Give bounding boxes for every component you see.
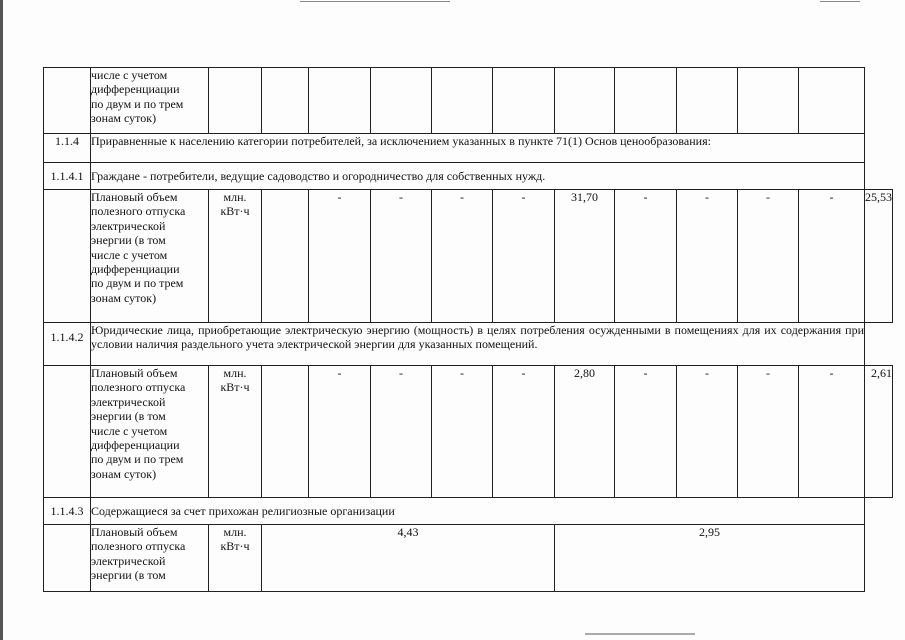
value-cell: - bbox=[309, 366, 371, 498]
scan-artifact bbox=[300, 1, 450, 2]
section-title: Юридические лица, приобретающие электрическую энергию (мощность) в целях потребления осужденными в помещениях для их содержания при условии наличия раздельного учета электрической энергии для указанных помещений. bbox=[91, 323, 865, 366]
desc-line: полезного отпуска bbox=[91, 539, 186, 554]
value-cell bbox=[555, 68, 615, 134]
desc-line: энергии (в том bbox=[91, 568, 166, 583]
value-cell: - bbox=[493, 190, 555, 323]
desc-line: электрической bbox=[91, 553, 166, 568]
unit-line: млн. bbox=[223, 366, 247, 380]
scan-artifact bbox=[585, 633, 695, 635]
section-row-1-1-4-1 bbox=[44, 163, 893, 190]
data-row-3 bbox=[44, 525, 893, 592]
value-cell bbox=[309, 68, 371, 134]
value-cell: - bbox=[799, 366, 865, 498]
section-row-1-1-4 bbox=[44, 134, 893, 163]
value-cell: - bbox=[371, 366, 432, 498]
value-cell: - bbox=[738, 366, 799, 498]
desc-line: числе с учетом bbox=[91, 68, 168, 82]
desc-line: полезного отпуска bbox=[91, 204, 186, 219]
desc-line: энергии (в том bbox=[91, 233, 166, 248]
desc-line: числе с учетом bbox=[91, 247, 168, 262]
desc-line: энергии (в том bbox=[91, 409, 166, 424]
section-row-1-1-4-2 bbox=[44, 323, 893, 366]
number-cell bbox=[44, 190, 91, 323]
value-cell: 25,53 bbox=[865, 190, 893, 323]
tariff-table bbox=[43, 67, 893, 592]
unit-line: млн. bbox=[223, 190, 247, 204]
desc-line: по двум и по трем bbox=[91, 452, 184, 467]
value-cell bbox=[371, 68, 432, 134]
description-cell bbox=[91, 366, 209, 498]
merged-value-cell: 4,43 bbox=[262, 525, 555, 592]
desc-line: по двум и по трем bbox=[91, 276, 184, 291]
value-cell bbox=[615, 68, 677, 134]
section-title: Граждане - потребители, ведущие садоводство и огородничество для собственных нужд. bbox=[91, 163, 865, 190]
description-cell bbox=[91, 190, 209, 323]
value-cell bbox=[262, 68, 309, 134]
value-cell: - bbox=[738, 190, 799, 323]
value-cell bbox=[432, 68, 493, 134]
desc-line: электрической bbox=[91, 218, 166, 233]
unit-line: кВт·ч bbox=[220, 539, 250, 554]
description-cell bbox=[91, 68, 209, 134]
description-cell bbox=[91, 525, 209, 592]
value-cell bbox=[738, 68, 799, 134]
scan-artifact bbox=[820, 1, 860, 2]
section-title: Содержащиеся за счет прихожан религиозные организации bbox=[91, 498, 865, 525]
value-cell bbox=[262, 190, 309, 323]
desc-line: зонам суток) bbox=[91, 466, 157, 481]
number-cell bbox=[44, 366, 91, 498]
value-cell: 31,70 bbox=[555, 190, 615, 323]
section-title: Приравненные к населению категории потребителей, за исключением указанных в пункте 71(1) Основ ценообразования: bbox=[91, 134, 865, 163]
desc-line: числе с учетом bbox=[91, 423, 168, 438]
value-cell: 2,80 bbox=[555, 366, 615, 498]
section-number: 1.1.4.2 bbox=[44, 323, 91, 366]
unit-line: кВт·ч bbox=[220, 204, 250, 219]
value-cell bbox=[493, 68, 555, 134]
unit-cell bbox=[209, 68, 262, 134]
section-number: 1.1.4 bbox=[44, 134, 91, 163]
unit-cell bbox=[209, 190, 262, 323]
section-number: 1.1.4.1 bbox=[44, 163, 91, 190]
value-cell: - bbox=[615, 190, 677, 323]
desc-line: Плановый объем bbox=[91, 190, 178, 204]
value-cell: - bbox=[799, 190, 865, 323]
desc-line: дифференциации bbox=[91, 438, 180, 453]
value-cell: - bbox=[309, 190, 371, 323]
value-cell: - bbox=[371, 190, 432, 323]
value-cell: 2,61 bbox=[865, 366, 893, 498]
unit-cell bbox=[209, 525, 262, 592]
desc-line: зонам суток) bbox=[91, 111, 157, 126]
value-cell: - bbox=[493, 366, 555, 498]
data-row-1 bbox=[44, 190, 893, 323]
desc-line: полезного отпуска bbox=[91, 380, 186, 395]
unit-line: кВт·ч bbox=[220, 380, 250, 395]
desc-line: Плановый объем bbox=[91, 366, 178, 380]
value-cell: - bbox=[615, 366, 677, 498]
number-cell bbox=[44, 525, 91, 592]
number-cell bbox=[44, 68, 91, 134]
merged-value-cell: 2,95 bbox=[555, 525, 865, 592]
scan-edge bbox=[0, 0, 3, 640]
value-cell: - bbox=[677, 366, 738, 498]
value-cell bbox=[677, 68, 738, 134]
desc-line: дифференциации bbox=[91, 262, 180, 277]
value-cell bbox=[799, 68, 865, 134]
value-cell: - bbox=[432, 190, 493, 323]
unit-line: млн. bbox=[223, 525, 247, 539]
section-row-1-1-4-3 bbox=[44, 498, 893, 525]
value-cell: - bbox=[677, 190, 738, 323]
value-cell: - bbox=[432, 366, 493, 498]
desc-line: электрической bbox=[91, 394, 166, 409]
value-cell bbox=[262, 366, 309, 498]
unit-cell bbox=[209, 366, 262, 498]
desc-line: дифференциации bbox=[91, 82, 180, 97]
desc-line: по двум и по трем bbox=[91, 96, 184, 111]
data-row-2 bbox=[44, 366, 893, 498]
section-number: 1.1.4.3 bbox=[44, 498, 91, 525]
desc-line: Плановый объем bbox=[91, 525, 178, 539]
continuation-row bbox=[44, 68, 893, 134]
desc-line: зонам суток) bbox=[91, 290, 157, 305]
